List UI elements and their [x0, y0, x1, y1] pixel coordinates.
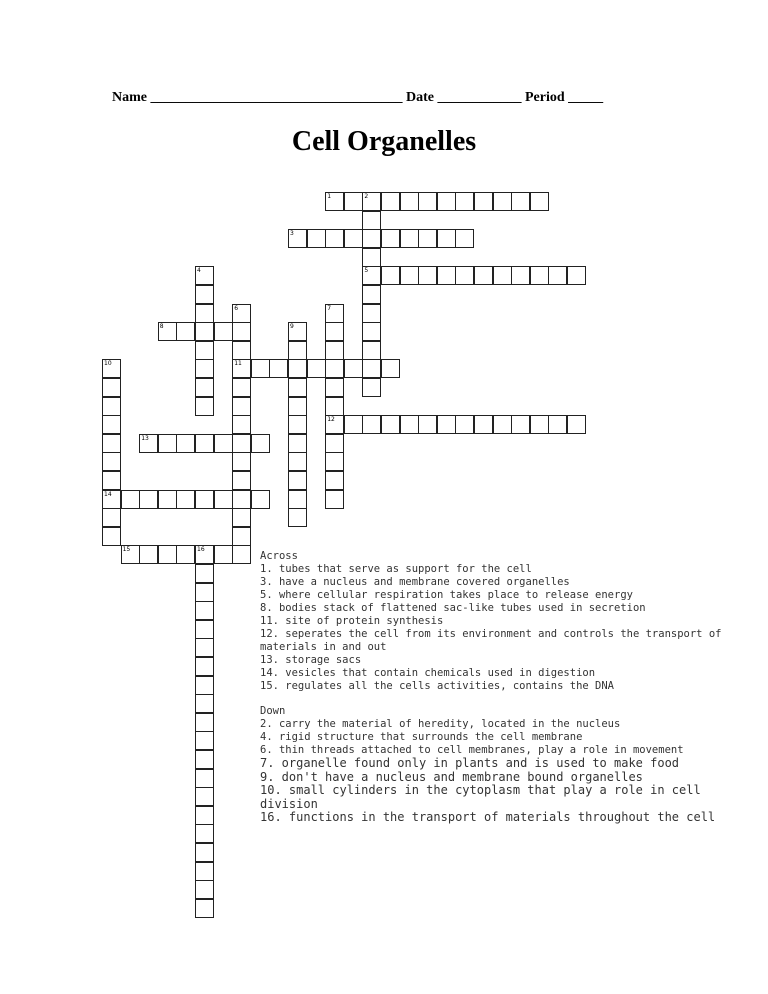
crossword-cell[interactable] [344, 359, 363, 378]
clue-number: 7 [327, 304, 332, 312]
crossword-cell[interactable] [325, 359, 344, 378]
crossword-cell[interactable] [195, 880, 214, 899]
crossword-cell[interactable] [195, 769, 214, 788]
crossword-cell[interactable] [102, 397, 121, 416]
crossword-cell[interactable] [474, 266, 493, 285]
crossword-cell[interactable] [195, 806, 214, 825]
crossword-cell[interactable] [362, 248, 381, 267]
crossword-cell[interactable] [232, 397, 251, 416]
crossword-cell[interactable] [214, 545, 233, 564]
across-clue: 11. site of protein synthesis [260, 615, 444, 627]
clue-number: 10 [104, 360, 112, 368]
crossword-cell[interactable] [474, 415, 493, 434]
crossword-cell[interactable] [232, 415, 251, 434]
crossword-cell[interactable] [232, 527, 251, 546]
crossword-cell[interactable] [195, 564, 214, 583]
crossword-cell[interactable] [214, 322, 233, 341]
crossword-cell[interactable] [195, 843, 214, 862]
crossword-cell[interactable] [195, 862, 214, 881]
crossword-cell[interactable] [288, 359, 307, 378]
down-clue: 10. small cylinders in the cytoplasm that play a role in cell division [260, 783, 701, 811]
across-clue: 5. where cellular respiration takes place to release energy [260, 589, 633, 601]
crossword-cell[interactable] [362, 192, 381, 211]
clue-number: 13 [141, 434, 149, 442]
crossword-cell[interactable] [195, 694, 214, 713]
crossword-cell[interactable] [437, 266, 456, 285]
crossword-cell[interactable] [232, 378, 251, 397]
across-clue: 1. tubes that serve as support for the cell [260, 563, 532, 575]
crossword-cell[interactable] [158, 545, 177, 564]
clue-number: 12 [327, 416, 335, 424]
across-clue: 3. have a nucleus and membrane covered organelles [260, 576, 570, 588]
crossword-cell[interactable] [195, 285, 214, 304]
crossword-cell[interactable] [455, 192, 474, 211]
crossword-cell[interactable] [288, 341, 307, 360]
crossword-cell[interactable] [288, 378, 307, 397]
crossword-cell[interactable] [381, 192, 400, 211]
crossword-cell[interactable] [344, 415, 363, 434]
crossword-cell[interactable] [530, 415, 549, 434]
crossword-cell[interactable] [195, 899, 214, 918]
down-clue: 2. carry the material of heredity, located in the nucleus [260, 718, 621, 730]
crossword-cell[interactable] [102, 415, 121, 434]
crossword-cell[interactable] [288, 508, 307, 527]
crossword-cell[interactable] [400, 192, 419, 211]
crossword-cell[interactable] [362, 341, 381, 360]
crossword-cell[interactable] [325, 304, 344, 323]
crossword-cell[interactable] [176, 434, 195, 453]
crossword-cell[interactable] [418, 266, 437, 285]
crossword-cell[interactable] [102, 490, 121, 509]
crossword-cell[interactable] [530, 192, 549, 211]
clue-number: 1 [327, 193, 332, 200]
crossword-cell[interactable] [176, 545, 195, 564]
crossword-cell[interactable] [362, 285, 381, 304]
crossword-cell[interactable] [400, 415, 419, 434]
crossword-cell[interactable] [567, 266, 586, 285]
crossword-cell[interactable] [269, 359, 288, 378]
crossword-cell[interactable] [325, 397, 344, 416]
crossword-cell[interactable] [511, 192, 530, 211]
across-heading: Across [260, 550, 298, 562]
crossword-cell[interactable] [362, 211, 381, 230]
down-clue: 16. functions in the transport of materials throughout the cell [260, 810, 716, 824]
crossword-cell[interactable] [288, 415, 307, 434]
crossword-cell[interactable] [232, 322, 251, 341]
crossword-cell[interactable] [195, 304, 214, 323]
clue-number: 2 [364, 193, 369, 200]
crossword-cell[interactable] [418, 229, 437, 248]
crossword-cell[interactable] [195, 583, 214, 602]
crossword-cell[interactable] [325, 341, 344, 360]
crossword-cell[interactable] [102, 452, 121, 471]
crossword-cell[interactable] [362, 266, 381, 285]
crossword-cell[interactable] [195, 545, 214, 564]
down-clue: 7. organelle found only in plants and is used to make food [260, 756, 680, 770]
down-clue: 4. rigid structure that surrounds the cell membrane [260, 731, 583, 743]
across-clue: 15. regulates all the cells activities, contains the DNA [260, 680, 615, 692]
crossword-cell[interactable] [195, 731, 214, 750]
crossword-cell[interactable] [121, 490, 140, 509]
crossword-cell[interactable] [251, 490, 270, 509]
crossword-cell[interactable] [195, 676, 214, 695]
crossword-cell[interactable] [325, 434, 344, 453]
clue-number: 3 [290, 230, 294, 238]
crossword-cell[interactable] [139, 545, 158, 564]
crossword-cell[interactable] [400, 229, 419, 248]
crossword-cell[interactable] [232, 452, 251, 471]
crossword-cell[interactable] [325, 229, 344, 248]
crossword-cell[interactable] [381, 359, 400, 378]
clue-number: 16 [197, 546, 205, 554]
crossword-cell[interactable] [325, 322, 344, 341]
crossword-cell[interactable] [548, 266, 567, 285]
crossword-cell[interactable] [232, 471, 251, 490]
crossword-cell[interactable] [437, 415, 456, 434]
crossword-cell[interactable] [195, 787, 214, 806]
crossword-cell[interactable] [232, 508, 251, 527]
crossword-cell[interactable] [511, 266, 530, 285]
crossword-cell[interactable] [493, 192, 512, 211]
crossword-cell[interactable] [288, 490, 307, 509]
crossword-cell[interactable] [455, 229, 474, 248]
crossword-cell[interactable] [102, 434, 121, 453]
crossword-cell[interactable] [437, 192, 456, 211]
clue-number: 9 [290, 323, 294, 331]
crossword-cell[interactable] [232, 434, 251, 453]
clue-number: 4 [197, 267, 201, 275]
crossword-cell[interactable] [251, 434, 270, 453]
crossword-cell[interactable] [437, 229, 456, 248]
page-title: Cell Organelles [291, 126, 477, 157]
crossword-cell[interactable] [139, 434, 158, 453]
crossword-cell[interactable] [362, 378, 381, 397]
crossword-cell[interactable] [158, 322, 177, 341]
clue-number: 14 [104, 490, 112, 498]
crossword-cell[interactable] [195, 434, 214, 453]
crossword-cell[interactable] [195, 824, 214, 843]
crossword-cell[interactable] [381, 415, 400, 434]
clue-list [260, 550, 760, 825]
down-clue: 9. don't have a nucleus and membrane bound organelles [260, 769, 643, 784]
crossword-cell[interactable] [418, 192, 437, 211]
crossword-cell[interactable] [195, 750, 214, 769]
crossword-cell[interactable] [548, 415, 567, 434]
crossword-cell[interactable] [121, 545, 140, 564]
crossword-cell[interactable] [158, 434, 177, 453]
crossword-cell[interactable] [288, 471, 307, 490]
crossword-cell[interactable] [362, 304, 381, 323]
across-clue: 13. storage sacs [260, 654, 362, 666]
crossword-cell[interactable] [325, 415, 344, 434]
crossword-cell[interactable] [493, 266, 512, 285]
crossword-cell[interactable] [195, 657, 214, 676]
crossword-cell[interactable] [307, 229, 326, 248]
crossword-cell[interactable] [362, 359, 381, 378]
crossword-cell[interactable] [325, 378, 344, 397]
crossword-cell[interactable] [176, 322, 195, 341]
down-clue: 6. thin threads attached to cell membranes, play a role in movement [260, 744, 684, 756]
crossword-cell[interactable] [195, 638, 214, 657]
crossword-cell[interactable] [307, 359, 326, 378]
crossword-cell[interactable] [102, 471, 121, 490]
crossword-cell[interactable] [232, 545, 251, 564]
crossword-cell[interactable] [195, 378, 214, 397]
crossword-cell[interactable] [102, 378, 121, 397]
crossword-cell[interactable] [325, 471, 344, 490]
crossword-cell[interactable] [381, 266, 400, 285]
crossword-cell[interactable] [418, 415, 437, 434]
crossword-cell[interactable] [400, 266, 419, 285]
crossword-cell[interactable] [474, 192, 493, 211]
crossword-cell[interactable] [288, 229, 307, 248]
crossword-cell[interactable] [102, 359, 121, 378]
crossword-cell[interactable] [325, 490, 344, 509]
crossword-cell[interactable] [214, 434, 233, 453]
clue-number: 15 [122, 546, 131, 554]
crossword-cell[interactable] [195, 620, 214, 639]
crossword-cell[interactable] [362, 229, 381, 248]
crossword-cell[interactable] [362, 415, 381, 434]
crossword-cell[interactable] [455, 266, 474, 285]
crossword-cell[interactable] [102, 508, 121, 527]
crossword-cell[interactable] [195, 359, 214, 378]
crossword-cell[interactable] [195, 397, 214, 416]
crossword-cell[interactable] [195, 322, 214, 341]
clue-number: 6 [234, 304, 239, 312]
crossword-cell[interactable] [530, 266, 549, 285]
crossword-cell[interactable] [251, 359, 270, 378]
crossword-cell[interactable] [511, 415, 530, 434]
crossword-cell[interactable] [288, 434, 307, 453]
crossword-cell[interactable] [344, 192, 363, 211]
crossword-cell[interactable] [214, 490, 233, 509]
crossword-cell[interactable] [567, 415, 586, 434]
across-clue: 8. bodies stack of flattened sac-like tubes used in secretion [260, 602, 646, 614]
crossword-cell[interactable] [232, 359, 251, 378]
down-heading: Down [260, 705, 286, 717]
crossword-cell[interactable] [139, 490, 158, 509]
clue-number: 11 [234, 360, 242, 368]
crossword-cell[interactable] [288, 452, 307, 471]
crossword-cell[interactable] [344, 229, 363, 248]
across-clue: 14. vesicles that contain chemicals used in digestion [260, 667, 596, 679]
crossword-cell[interactable] [362, 322, 381, 341]
crossword-cell[interactable] [195, 490, 214, 509]
crossword-cell[interactable] [325, 192, 344, 211]
crossword-cell[interactable] [195, 713, 214, 732]
crossword-cell[interactable] [195, 341, 214, 360]
crossword-cell[interactable] [232, 304, 251, 323]
crossword-cell[interactable] [381, 229, 400, 248]
crossword-cell[interactable] [325, 452, 344, 471]
crossword-cell[interactable] [288, 322, 307, 341]
crossword-cell[interactable] [288, 397, 307, 416]
crossword-cell[interactable] [176, 490, 195, 509]
crossword-cell[interactable] [232, 341, 251, 360]
crossword-cell[interactable] [102, 527, 121, 546]
crossword-cell[interactable] [195, 266, 214, 285]
crossword-cell[interactable] [195, 601, 214, 620]
clue-number: 5 [364, 267, 369, 275]
crossword-cell[interactable] [493, 415, 512, 434]
crossword-cell[interactable] [232, 490, 251, 509]
clue-number: 8 [159, 323, 164, 331]
across-clue: 12. seperates the cell from its environment and controls the transport of materials in and out [260, 628, 722, 653]
crossword-cell[interactable] [158, 490, 177, 509]
name-date-period-line: Name ____________________________________ Date ____________ Period _____ [112, 90, 604, 105]
crossword-cell[interactable] [455, 415, 474, 434]
